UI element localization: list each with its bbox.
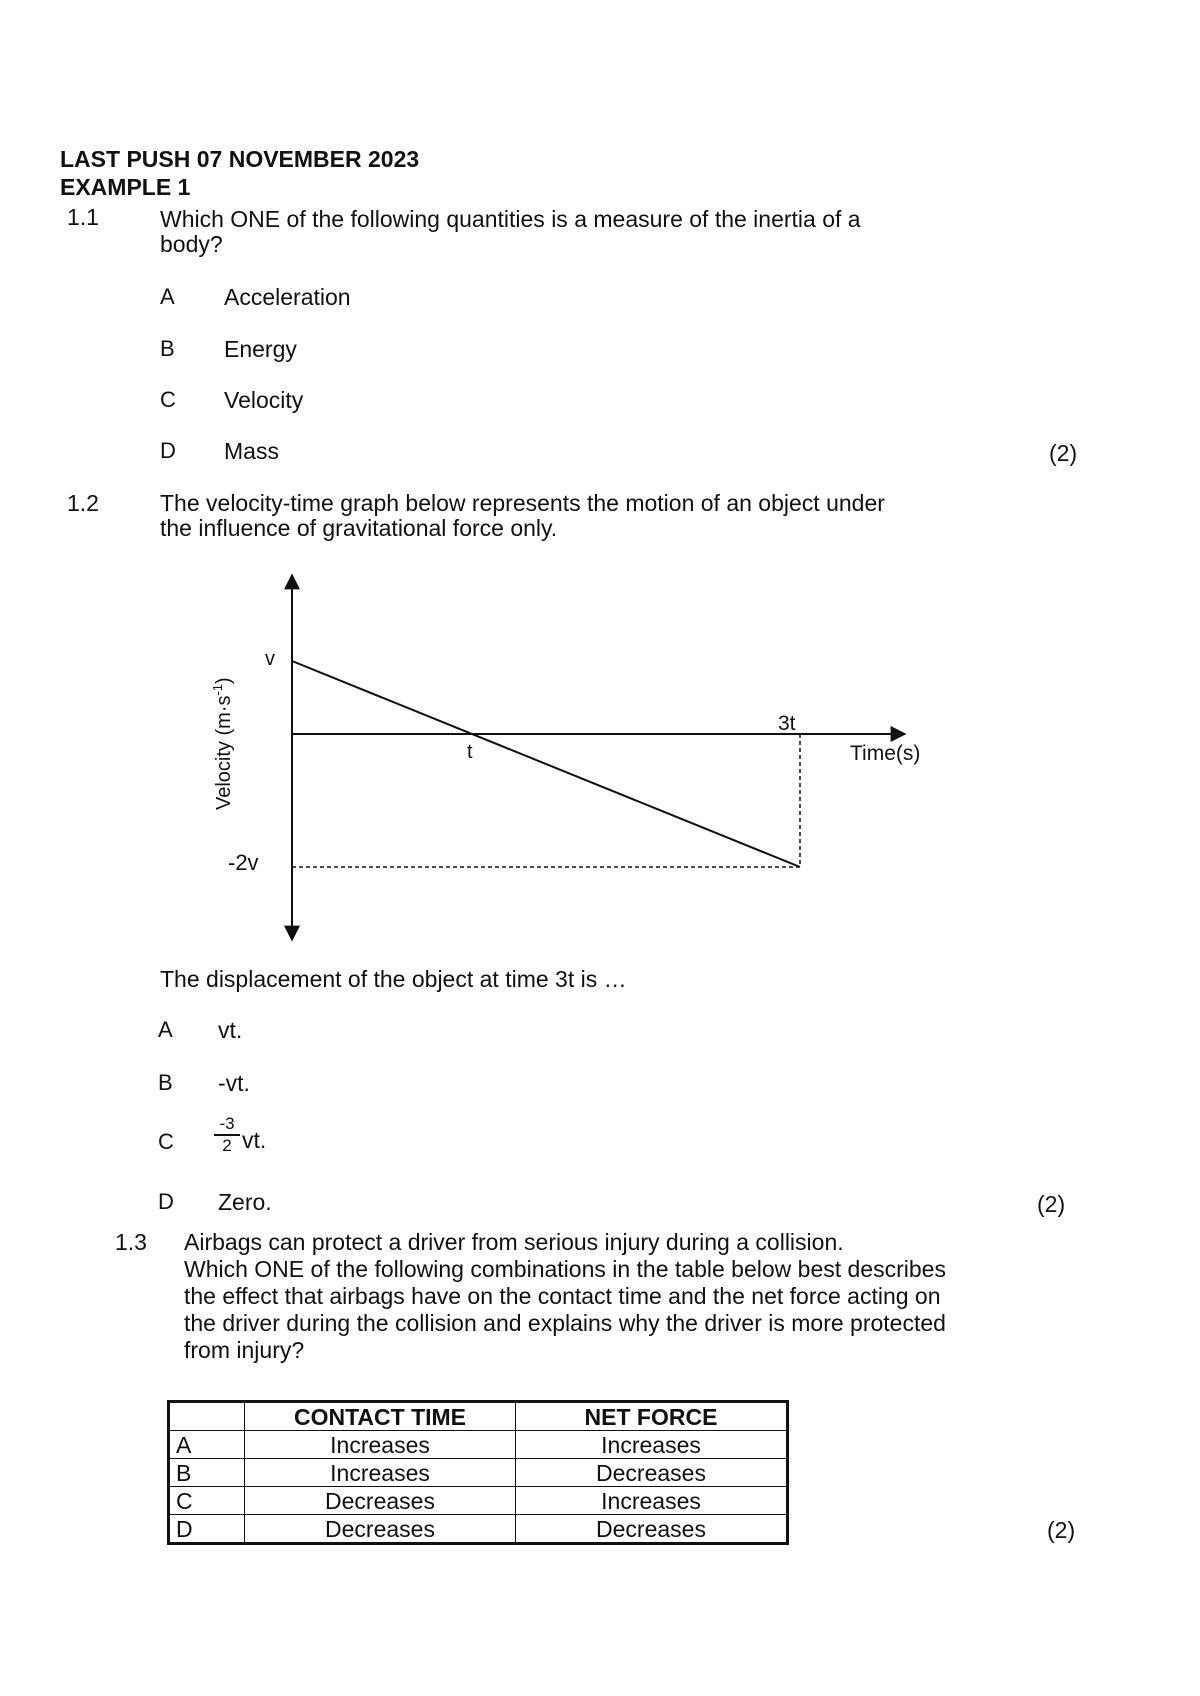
y-axis-label-close: ) bbox=[213, 677, 235, 684]
q1-2-option-d-text: Zero. bbox=[218, 1189, 272, 1215]
table-row bbox=[169, 1431, 788, 1459]
table-cell-contact-time: Decreases bbox=[245, 1487, 516, 1515]
x-axis-label: Time(s) bbox=[850, 742, 921, 765]
q1-3-marks: (2) bbox=[1047, 1517, 1076, 1543]
table-cell-net-force: Decreases bbox=[516, 1515, 788, 1544]
label-neg2v: -2v bbox=[228, 850, 259, 875]
table-header-net-force: NET FORCE bbox=[516, 1402, 788, 1431]
table-cell-contact-time: Increases bbox=[245, 1459, 516, 1487]
question-number-1-1: 1.1 bbox=[67, 204, 99, 230]
fraction-numerator: -3 bbox=[214, 1115, 240, 1136]
question-number-1-2: 1.2 bbox=[67, 490, 99, 516]
fraction-denominator: 2 bbox=[222, 1136, 232, 1155]
velocity-line bbox=[292, 661, 800, 867]
answer-table bbox=[167, 1400, 789, 1545]
y-axis-label-main: Velocity (m·s bbox=[213, 695, 235, 810]
label-v: v bbox=[265, 648, 275, 670]
question-1-2-text-line2: the influence of gravitational force only. bbox=[160, 515, 558, 541]
example-label: EXAMPLE 1 bbox=[60, 174, 191, 200]
q1-2-option-b-text: -vt. bbox=[218, 1070, 250, 1096]
table-cell-net-force: Decreases bbox=[516, 1459, 788, 1487]
table-header-empty bbox=[169, 1402, 245, 1431]
question-1-3-line2: Which ONE of the following combinations in the table below best describes bbox=[184, 1256, 946, 1282]
table-cell-net-force: Increases bbox=[516, 1431, 788, 1459]
table-row bbox=[169, 1487, 788, 1515]
q1-1-option-b-letter: B bbox=[160, 336, 175, 361]
question-1-3-line1: Airbags can protect a driver from serious injury during a collision. bbox=[184, 1229, 844, 1255]
table-cell-contact-time: Decreases bbox=[245, 1515, 516, 1544]
table-row bbox=[169, 1459, 788, 1487]
q1-2-option-c-text: vt. bbox=[242, 1127, 267, 1153]
q1-1-option-c-text: Velocity bbox=[224, 387, 304, 413]
q1-2-option-c-letter: C bbox=[158, 1129, 174, 1154]
q1-1-option-b-text: Energy bbox=[224, 336, 297, 362]
question-number-1-3: 1.3 bbox=[115, 1229, 147, 1255]
table-row-label: A bbox=[169, 1431, 245, 1459]
q1-2-option-a-text: vt. bbox=[218, 1017, 243, 1043]
table-header-contact-time: CONTACT TIME bbox=[245, 1402, 516, 1431]
question-1-2-prompt: The displacement of the object at time 3t is … bbox=[160, 966, 627, 992]
table-row bbox=[169, 1515, 788, 1544]
q1-1-option-c-letter: C bbox=[160, 387, 176, 412]
question-1-2-text-line1: The velocity-time graph below represents the motion of an object under bbox=[160, 490, 885, 516]
q1-2-marks: (2) bbox=[1037, 1191, 1066, 1217]
table-row-label: D bbox=[169, 1515, 245, 1544]
table-cell-net-force: Increases bbox=[516, 1487, 788, 1515]
y-axis-label-sup: -1 bbox=[210, 683, 225, 696]
question-1-3-line5: from injury? bbox=[184, 1337, 305, 1363]
question-1-3-line3: the effect that airbags have on the contact time and the net force acting on bbox=[184, 1283, 941, 1309]
table-row-label: C bbox=[169, 1487, 245, 1515]
question-1-1-text-line1: Which ONE of the following quantities is a measure of the inertia of a bbox=[160, 206, 861, 232]
q1-1-option-d-letter: D bbox=[160, 438, 176, 463]
question-1-3-line4: the driver during the collision and explains why the driver is more protected bbox=[184, 1310, 946, 1336]
label-t: t bbox=[467, 741, 473, 763]
q1-2-option-c-fraction bbox=[214, 1115, 240, 1155]
table-cell-contact-time: Increases bbox=[245, 1431, 516, 1459]
label-3t: 3t bbox=[778, 712, 796, 735]
q1-1-option-d-text: Mass bbox=[224, 438, 279, 464]
q1-1-option-a-letter: A bbox=[160, 284, 175, 309]
q1-1-marks: (2) bbox=[1049, 440, 1078, 466]
q1-1-option-a-text: Acceleration bbox=[224, 284, 351, 310]
table-row-label: B bbox=[169, 1459, 245, 1487]
y-axis-label bbox=[210, 677, 235, 810]
q1-2-option-a-letter: A bbox=[158, 1017, 173, 1042]
question-1-1-text-line2: body? bbox=[160, 231, 223, 257]
q1-2-option-b-letter: B bbox=[158, 1070, 173, 1095]
q1-2-option-d-letter: D bbox=[158, 1189, 174, 1214]
table-header-row bbox=[169, 1402, 788, 1431]
page-title: LAST PUSH 07 NOVEMBER 2023 bbox=[60, 146, 420, 172]
